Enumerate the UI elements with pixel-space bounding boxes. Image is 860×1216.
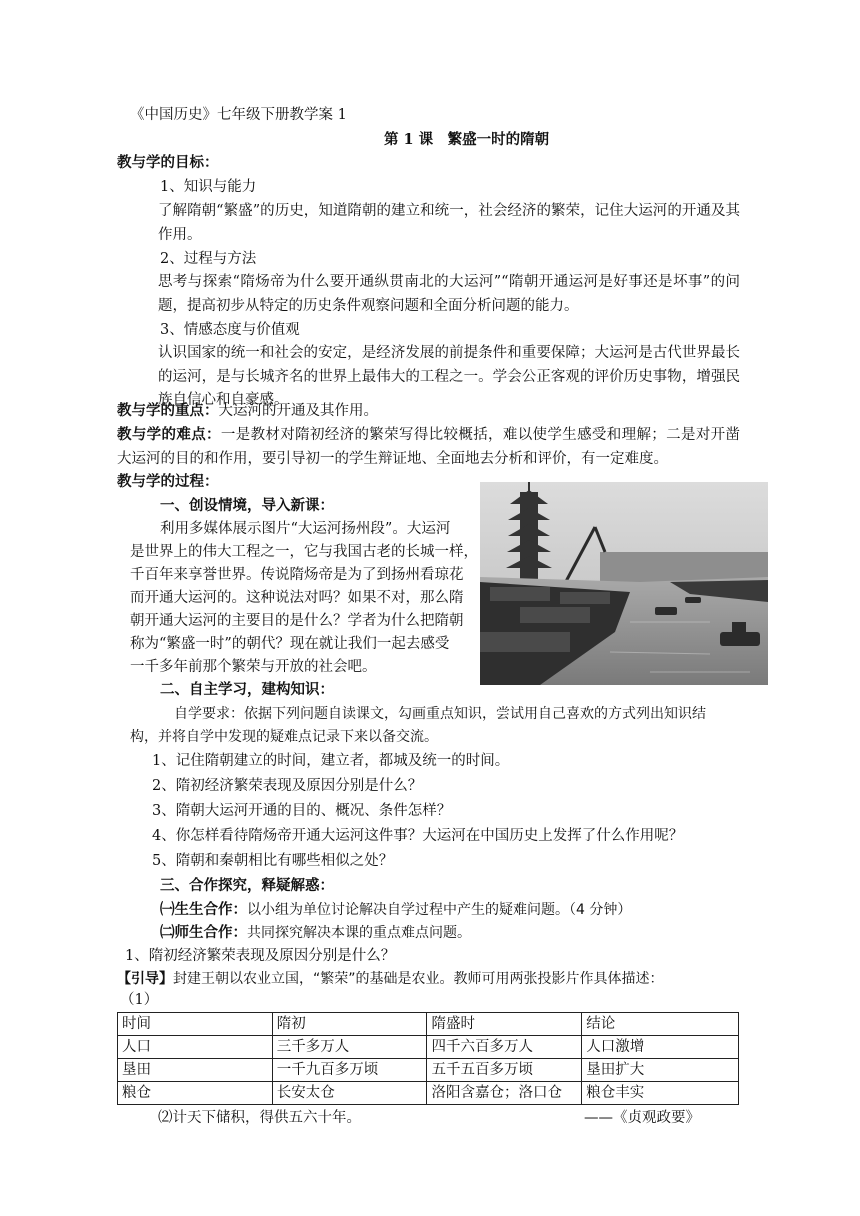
table-row [118, 1082, 739, 1105]
difficulty-label: 教与学的难点： [117, 426, 221, 443]
key-point-text: 大运河的开通及其作用。 [218, 403, 378, 419]
table-row [118, 1036, 739, 1059]
goal-2-title: 2、过程与方法 [160, 251, 257, 267]
table-cell: 垦田扩大 [582, 1059, 739, 1082]
sub-item-1: （1） [120, 992, 159, 1008]
table-header-cell: 结论 [582, 1013, 739, 1036]
grand-canal-photo [480, 482, 768, 685]
goal-2-body: 思考与探索“隋炀帝为什么要开通纵贯南北的大运河”“隋朝开通运河是好事还是坏事”的问题，提高初步从特定的历史条件观察问题和全面分析问题的能力。 [158, 274, 740, 314]
table-cell: 三千多万人 [272, 1036, 427, 1059]
intro-line: 千百年来享誉世界。传说隋炀帝是为了到扬州看琼花 [130, 567, 464, 583]
lesson-title: 第 1 课 繁盛一时的隋朝 [384, 131, 550, 148]
sub-item-2: ⑵计天下储积，得供五六十年。 [158, 1110, 361, 1126]
cooperation-1-label: ㈠生生合作： [160, 901, 247, 918]
question-item: 3、隋朝大运河开通的目的、概况、条件怎样？ [152, 803, 452, 819]
section-1-title: 一、创设情境，导入新课： [160, 497, 334, 514]
table-header-cell: 隋初 [272, 1013, 427, 1036]
goal-2-text [130, 271, 740, 318]
goal-1-text [130, 200, 740, 247]
table-header-cell: 时间 [118, 1013, 273, 1036]
goals-heading: 教与学的目标： [117, 154, 219, 171]
difficulty [117, 423, 740, 471]
table-cell: 长安太仓 [272, 1082, 427, 1105]
intro-line: 是世界上的伟大工程之一，它与我国古老的长城一样， [130, 544, 478, 560]
table-row [118, 1059, 739, 1082]
table-cell: 一千九百多万顷 [272, 1059, 427, 1082]
key-point [117, 400, 378, 422]
goal-1-title: 1、知识与能力 [160, 179, 257, 195]
question-item: 1、记住隋朝建立的时间，建立者，都城及统一的时间。 [152, 753, 510, 769]
intro-line: 称为“繁盛一时”的朝代？现在就让我们一起去感受 [130, 636, 450, 652]
intro-line: 一千多年前那个繁荣与开放的社会吧。 [130, 659, 377, 675]
section-3-title: 三、合作探究，释疑解惑： [160, 877, 334, 894]
question-item: 5、隋朝和秦朝相比有哪些相似之处？ [152, 853, 394, 869]
difficulty-text: 一是教材对隋初经济的繁荣写得比较概括，难以使学生感受和理解；二是对开凿大运河的目的和作用，要引导初一的学生辩证地、全面地去分析和评价，有一定难度。 [117, 427, 740, 467]
table-cell: 人口 [118, 1036, 273, 1059]
cooperation-2-text: 共同探究解决本课的重点难点问题。 [247, 925, 471, 941]
guide-text: 封建王朝以农业立国，“繁荣”的基础是农业。教师可用两张投影片作具体描述： [173, 971, 664, 987]
section-2-title: 二、自主学习，建构知识： [160, 681, 334, 698]
key-point-label: 教与学的重点： [117, 402, 219, 419]
table-cell: 粮仓 [118, 1082, 273, 1105]
cooperation-1 [160, 899, 631, 921]
intro-line: 朝开通大运河的主要目的是什么？学者为什么把隋朝 [130, 613, 464, 629]
grand-canal-photo-image [480, 482, 768, 685]
self-study-requirement: 自学要求：依据下列问题自读课文，勾画重点知识，尝试用自己喜欢的方式列出知识结 [174, 706, 706, 722]
goal-3-title: 3、情感态度与价值观 [160, 322, 300, 338]
document-title: 《中国历史》七年级下册教学案 1 [130, 107, 347, 123]
self-study-requirement-cont: 构，并将自学中发现的疑难点记录下来以备交流。 [130, 729, 438, 745]
table-cell: 洛阳含嘉仓；洛口仓 [427, 1082, 582, 1105]
cooperation-1-text: 以小组为单位讨论解决自学过程中产生的疑难问题。（4 分钟） [247, 902, 632, 918]
question-item: 2、隋初经济繁荣表现及原因分别是什么？ [152, 778, 423, 794]
table-cell: 五千五百多万顷 [427, 1059, 582, 1082]
discussion-question: 1、隋初经济繁荣表现及原因分别是什么？ [125, 948, 396, 964]
cooperation-2-label: ㈡师生合作： [160, 924, 247, 941]
guide-label: 【引导】 [117, 971, 173, 987]
cooperation-2 [160, 922, 471, 944]
table-cell: 粮仓丰实 [582, 1082, 739, 1105]
guide-note [117, 968, 664, 990]
process-heading: 教与学的过程： [117, 473, 219, 490]
quote-source: ——《贞观政要》 [584, 1110, 700, 1126]
intro-line: 利用多媒体展示图片“大运河扬州段”。大运河 [160, 521, 451, 537]
question-item: 4、你怎样看待隋炀帝开通大运河这件事？大运河在中国历史上发挥了什么作用呢？ [152, 828, 684, 844]
table-cell: 垦田 [118, 1059, 273, 1082]
table-header-cell: 隋盛时 [427, 1013, 582, 1036]
table-cell: 人口激增 [582, 1036, 739, 1059]
goal-3-body: 认识国家的统一和社会的安定，是经济发展的前提条件和重要保障；大运河是古代世界最长的运河，是与长城齐名的世界上最伟大的工程之一。学会公正客观的评价历史事物，增强民族自信心和自豪感。 [158, 345, 740, 408]
economy-table [117, 1012, 739, 1105]
table-header-row [118, 1013, 739, 1036]
goal-1-body: 了解隋朝“繁盛”的历史，知道隋朝的建立和统一，社会经济的繁荣，记住大运河的开通及其作用。 [158, 203, 740, 243]
intro-line: 而开通大运河的。这种说法对吗？如果不对，那么隋 [130, 590, 464, 606]
table-cell: 四千六百多万人 [427, 1036, 582, 1059]
